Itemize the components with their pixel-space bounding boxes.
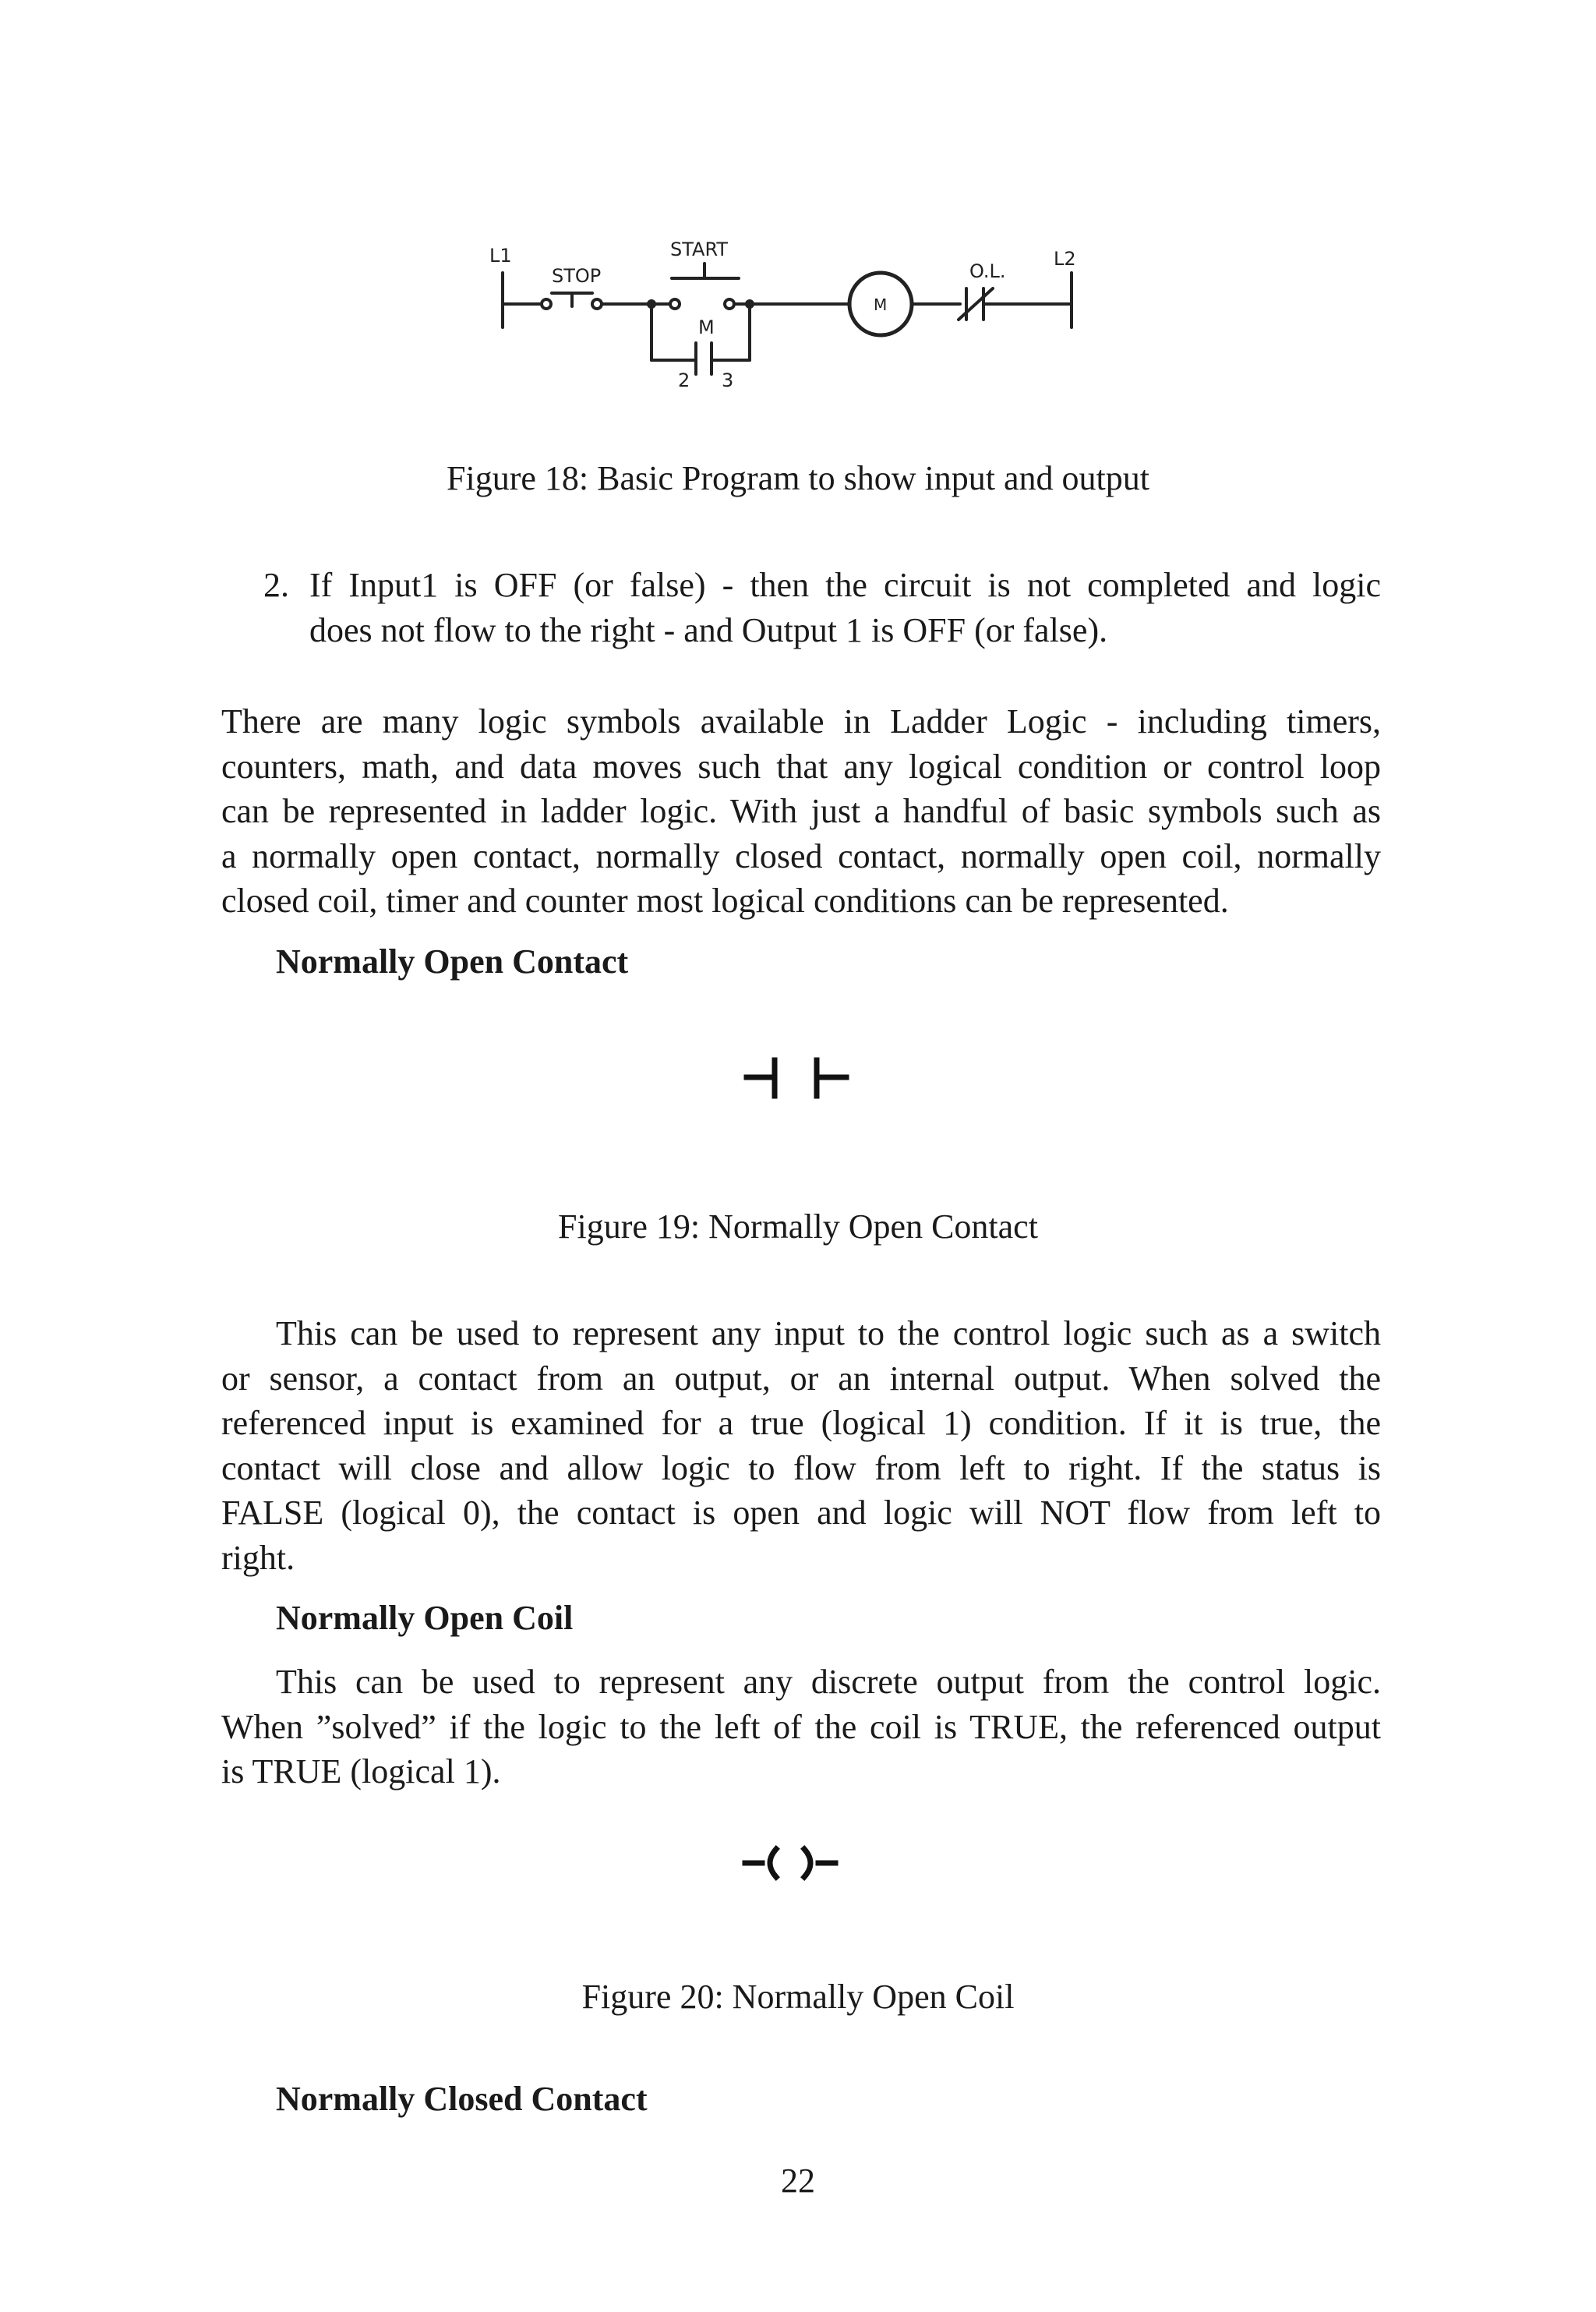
normally-open-contact-symbol xyxy=(740,1052,857,1107)
heading-normally-closed-contact: Normally Closed Contact xyxy=(276,2080,648,2118)
text-line: is TRUE (logical 1). xyxy=(221,1752,501,1791)
normally-open-contact-paragraph xyxy=(221,1311,1381,1580)
heading-normally-open-contact: Normally Open Contact xyxy=(276,942,629,981)
figure-19-caption: Figure 19: Normally Open Contact xyxy=(558,1207,1038,1246)
label-ol: O.L. xyxy=(969,260,1006,282)
list-item-number: 2. xyxy=(263,566,289,604)
text-line: does not flow to the right - and Output 1 is OFF (or false). xyxy=(309,610,1108,649)
normally-open-coil-paragraph xyxy=(221,1660,1381,1794)
figure-20-caption: Figure 20: Normally Open Coil xyxy=(581,1978,1015,2016)
text-line: a normally open contact, normally closed contact, normally open coil, normally xyxy=(221,836,1381,875)
label-l2: L2 xyxy=(1054,248,1076,270)
label-2: 2 xyxy=(678,369,690,391)
text-line: This can be used to represent any input to the control logic such as a switch xyxy=(276,1314,1381,1352)
intro-paragraph xyxy=(221,699,1381,924)
text-line: There are many logic symbols available in Ladder Logic - including timers, xyxy=(221,702,1381,741)
text-line: contact will close and allow logic to flow from left to right. If the status is xyxy=(221,1448,1381,1487)
label-l1: L1 xyxy=(489,245,512,267)
label-stop: STOP xyxy=(552,265,602,287)
text-line: can be represented in ladder logic. With just a handful of basic symbols such as xyxy=(221,792,1381,830)
text-line: right. xyxy=(221,1538,295,1577)
label-start: START xyxy=(670,239,729,260)
text-line: counters, math, and data moves such that any logical condition or control loop xyxy=(221,747,1381,786)
label-motor: M xyxy=(874,295,888,314)
figure-18-caption: Figure 18: Basic Program to show input and output xyxy=(447,459,1149,497)
text-line: This can be used to represent any discrete output from the control logic. xyxy=(276,1663,1381,1701)
label-m-contact: M xyxy=(698,316,715,338)
list-item-text xyxy=(309,563,1381,652)
page-number: 22 xyxy=(781,2162,815,2200)
heading-normally-open-coil: Normally Open Coil xyxy=(276,1599,574,1637)
text-line: When ”solved” if the logic to the left of the coil is TRUE, the referenced output xyxy=(221,1707,1381,1746)
text-line: referenced input is examined for a true (logical 1) condition. If it is true, the xyxy=(221,1404,1381,1442)
text-line: closed coil, timer and counter most logical conditions can be represented. xyxy=(221,882,1229,920)
text-line: If Input1 is OFF (or false) - then the circuit is not completed and logic xyxy=(309,566,1381,604)
figure-18-ladder-diagram xyxy=(468,226,1107,405)
text-line: or sensor, a contact from an output, or an internal output. When solved the xyxy=(221,1359,1381,1398)
normally-open-coil-symbol xyxy=(733,1840,857,1886)
text-line: FALSE (logical 0), the contact is open and logic will NOT flow from left to xyxy=(221,1494,1381,1532)
label-3: 3 xyxy=(722,369,734,391)
